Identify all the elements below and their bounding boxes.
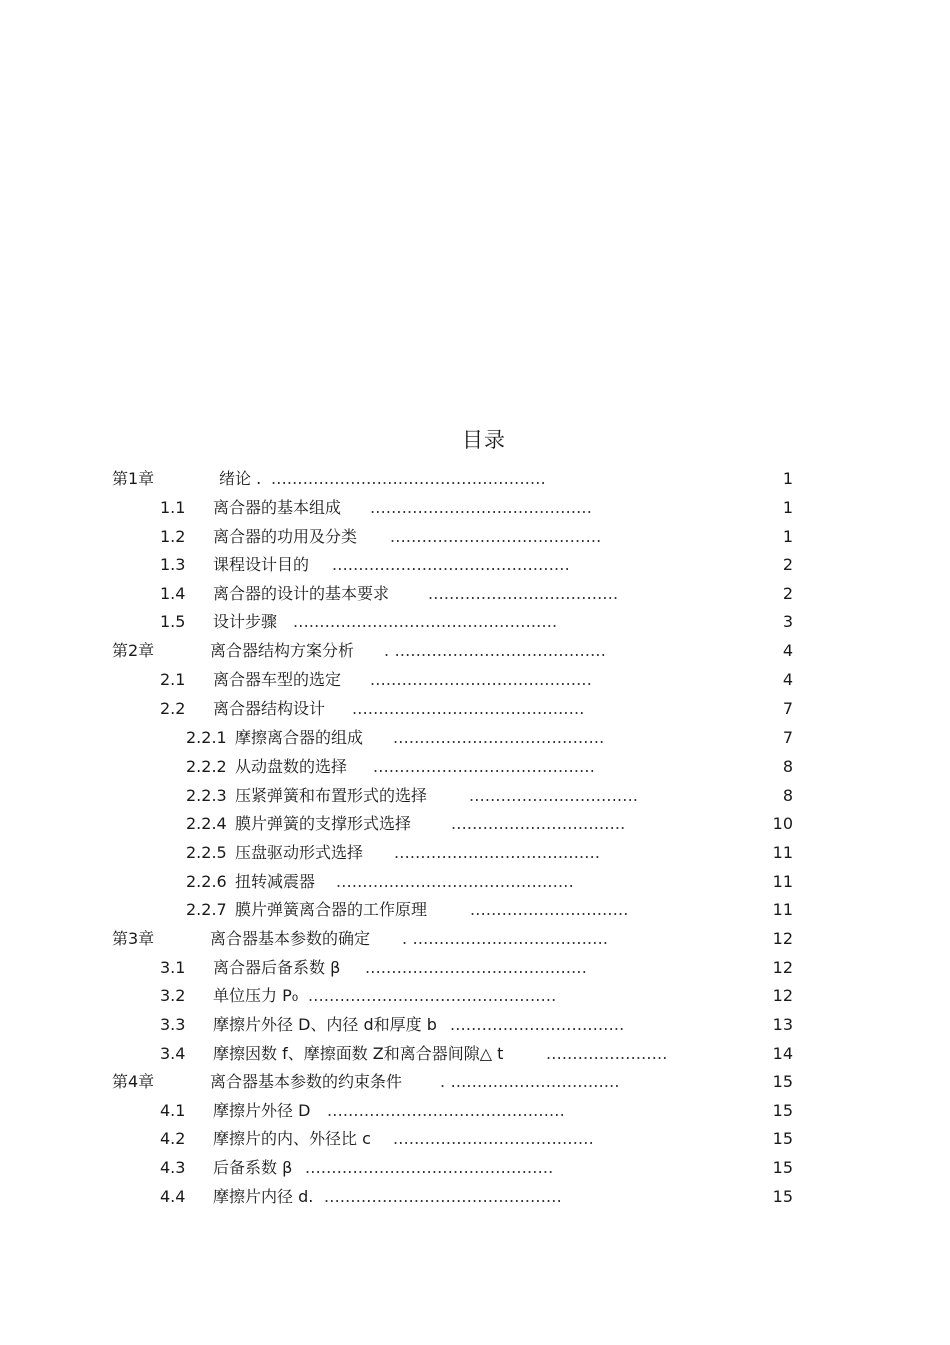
- toc-entry-number: 3.4: [160, 1044, 186, 1063]
- toc-entry-number: 4.2: [160, 1129, 186, 1148]
- toc-entry-number: 2.2.1: [186, 728, 227, 747]
- toc-entry[interactable]: [0, 1101, 950, 1121]
- toc-entry-number: 4.1: [160, 1101, 186, 1120]
- toc-leader-dots: ...............................................: [305, 1158, 554, 1177]
- toc-leader-dots: ........................................: [393, 728, 605, 747]
- toc-leader-dots: ........................................: [390, 527, 602, 546]
- toc-entry-number: 1.1: [160, 498, 186, 517]
- toc-entry-number: 1.3: [160, 555, 186, 574]
- toc-chapter-entry[interactable]: [0, 469, 950, 489]
- toc-entry-title: 摩擦离合器的组成: [235, 728, 364, 747]
- toc-leader-dots: ......................................: [393, 1129, 594, 1148]
- toc-page-number: 15: [772, 1129, 793, 1148]
- toc-leader-dots: ................................: [469, 786, 639, 805]
- toc-entry[interactable]: [0, 986, 950, 1006]
- toc-leader-dots: .............................................: [332, 555, 570, 574]
- toc-entry-title: 设计步骤: [213, 612, 278, 631]
- toc-entry-number: 第3章: [112, 929, 155, 948]
- toc-page-number: 12: [772, 958, 793, 977]
- toc-page-number: 2: [782, 584, 793, 603]
- toc-page-number: 1: [782, 498, 793, 517]
- toc-entry-number: 2.1: [160, 670, 186, 689]
- toc-leader-dots: .......................................: [394, 843, 601, 862]
- toc-leader-dots: . ................................: [440, 1072, 620, 1091]
- toc-entry-title: 摩擦片内径 d.: [213, 1187, 314, 1206]
- toc-entry[interactable]: [0, 958, 950, 978]
- toc-entry[interactable]: [0, 612, 950, 632]
- toc-entry-title: 离合器结构方案分析: [210, 641, 355, 660]
- toc-entry[interactable]: [0, 872, 950, 892]
- toc-entry-title: 绪论 .: [219, 469, 262, 488]
- toc-leader-dots: ...............................................: [308, 986, 557, 1005]
- toc-entry-title: 离合器基本参数的确定: [210, 929, 371, 948]
- toc-entry[interactable]: [0, 699, 950, 719]
- toc-entry-number: 2.2.7: [186, 900, 227, 919]
- toc-leader-dots: . ........................................: [384, 641, 607, 660]
- toc-chapter-entry[interactable]: [0, 641, 950, 661]
- toc-entry[interactable]: [0, 527, 950, 547]
- toc-entry-title: 摩擦片外径 D、内径 d和厚度 b: [213, 1015, 437, 1034]
- toc-entry[interactable]: [0, 1044, 950, 1064]
- toc-page-number: 3: [782, 612, 793, 631]
- toc-entry[interactable]: [0, 900, 950, 920]
- toc-entry[interactable]: [0, 757, 950, 777]
- toc-entry[interactable]: [0, 814, 950, 834]
- toc-page-number: 4: [782, 670, 793, 689]
- toc-entry-number: 1.5: [160, 612, 186, 631]
- toc-entry-title: 从动盘数的选择: [235, 757, 348, 776]
- toc-entry-number: 2.2.6: [186, 872, 227, 891]
- toc-entry-title: 压盘驱动形式选择: [235, 843, 364, 862]
- page-title: 目录: [462, 428, 506, 452]
- toc-leader-dots: ..............................: [470, 900, 629, 919]
- toc-page-number: 11: [772, 872, 793, 891]
- toc-entry-title: 离合器基本参数的约束条件: [210, 1072, 403, 1091]
- toc-leader-dots: ..................................................: [293, 612, 558, 631]
- toc-entry-title: 离合器车型的选定: [213, 670, 342, 689]
- toc-page-number: 11: [772, 900, 793, 919]
- toc-page-number: 8: [782, 757, 793, 776]
- toc-page-number: 4: [782, 641, 793, 660]
- toc-page-number: 13: [772, 1015, 793, 1034]
- toc-entry-number: 1.4: [160, 584, 186, 603]
- toc-entry[interactable]: [0, 670, 950, 690]
- toc-entry-number: 第2章: [112, 641, 155, 660]
- toc-entry-title: 摩擦片的内、外径比 c: [213, 1129, 371, 1148]
- toc-entry-title: 离合器结构设计: [213, 699, 326, 718]
- toc-entry-number: 2.2.4: [186, 814, 227, 833]
- toc-leader-dots: .............................................: [324, 1187, 562, 1206]
- toc-page-number: 8: [782, 786, 793, 805]
- toc-leader-dots: .............................................: [336, 872, 574, 891]
- toc-entry-number: 第1章: [112, 469, 155, 488]
- toc-leader-dots: ..........................................: [365, 958, 588, 977]
- toc-entry-title: 膜片弹簧的支撑形式选择: [235, 814, 412, 833]
- toc-page-number: 7: [782, 699, 793, 718]
- toc-entry-number: 4.3: [160, 1158, 186, 1177]
- toc-entry-title: 摩擦片外径 D: [213, 1101, 311, 1120]
- toc-entry-title: 单位压力 P₀: [213, 986, 299, 1005]
- toc-entry-number: 2.2.2: [186, 757, 227, 776]
- toc-entry-number: 4.4: [160, 1187, 186, 1206]
- toc-entry[interactable]: [0, 1129, 950, 1149]
- toc-chapter-entry[interactable]: [0, 1072, 950, 1092]
- toc-leader-dots: .................................: [451, 814, 626, 833]
- toc-page-number: 15: [772, 1072, 793, 1091]
- toc-page-number: 10: [772, 814, 793, 833]
- toc-page-number: 15: [772, 1101, 793, 1120]
- toc-page-number: 14: [772, 1044, 793, 1063]
- toc-page-number: 12: [772, 986, 793, 1005]
- toc-page-number: 2: [782, 555, 793, 574]
- toc-entry-number: 1.2: [160, 527, 186, 546]
- toc-leader-dots: ....................................: [428, 584, 619, 603]
- toc-entry-title: 膜片弹簧离合器的工作原理: [235, 900, 428, 919]
- toc-entry[interactable]: [0, 1158, 950, 1178]
- toc-entry-title: 离合器的功用及分类: [213, 527, 358, 546]
- toc-entry[interactable]: [0, 843, 950, 863]
- toc-leader-dots: ..........................................: [370, 498, 593, 517]
- toc-entry[interactable]: [0, 1187, 950, 1207]
- toc-leader-dots: ..........................................: [373, 757, 596, 776]
- toc-leader-dots: .................................: [450, 1015, 625, 1034]
- toc-entry[interactable]: [0, 584, 950, 604]
- toc-entry-title: 离合器的设计的基本要求: [213, 584, 390, 603]
- toc-chapter-entry[interactable]: [0, 929, 950, 949]
- toc-entry-title: 后备系数 β: [213, 1158, 293, 1177]
- toc-page-number: 1: [782, 527, 793, 546]
- toc-entry-title: 扭转减震器: [235, 872, 316, 891]
- toc-entry-number: 2.2: [160, 699, 186, 718]
- toc-entry-title: 课程设计目的: [213, 555, 310, 574]
- toc-leader-dots: .............................................: [327, 1101, 565, 1120]
- toc-entry[interactable]: [0, 728, 950, 748]
- toc-entry-number: 3.1: [160, 958, 186, 977]
- toc-entry-number: 第4章: [112, 1072, 155, 1091]
- toc-entry-title: 离合器的基本组成: [213, 498, 342, 517]
- toc-leader-dots: ....................................................: [271, 469, 546, 488]
- toc-leader-dots: . .....................................: [402, 929, 609, 948]
- toc-page-number: 15: [772, 1187, 793, 1206]
- toc-entry[interactable]: [0, 786, 950, 806]
- toc-entry-title: 摩擦因数 f、摩擦面数 Z和离合器间隙△ t: [213, 1044, 504, 1063]
- toc-page-number: 12: [772, 929, 793, 948]
- toc-entry[interactable]: [0, 1015, 950, 1035]
- toc-entry[interactable]: [0, 555, 950, 575]
- toc-page-number: 7: [782, 728, 793, 747]
- toc-entry-number: 3.3: [160, 1015, 186, 1034]
- toc-page-number: 15: [772, 1158, 793, 1177]
- toc-entry[interactable]: [0, 498, 950, 518]
- toc-page-number: 1: [782, 469, 793, 488]
- toc-leader-dots: ..........................................: [370, 670, 593, 689]
- toc-leader-dots: .......................: [546, 1044, 668, 1063]
- toc-entry-number: 3.2: [160, 986, 186, 1005]
- toc-entry-number: 2.2.3: [186, 786, 227, 805]
- toc-entry-title: 离合器后备系数 β: [213, 958, 341, 977]
- toc-page-number: 11: [772, 843, 793, 862]
- toc-entry-title: 压紧弹簧和布置形式的选择: [235, 786, 428, 805]
- toc-leader-dots: ............................................: [352, 699, 585, 718]
- toc-entry-number: 2.2.5: [186, 843, 227, 862]
